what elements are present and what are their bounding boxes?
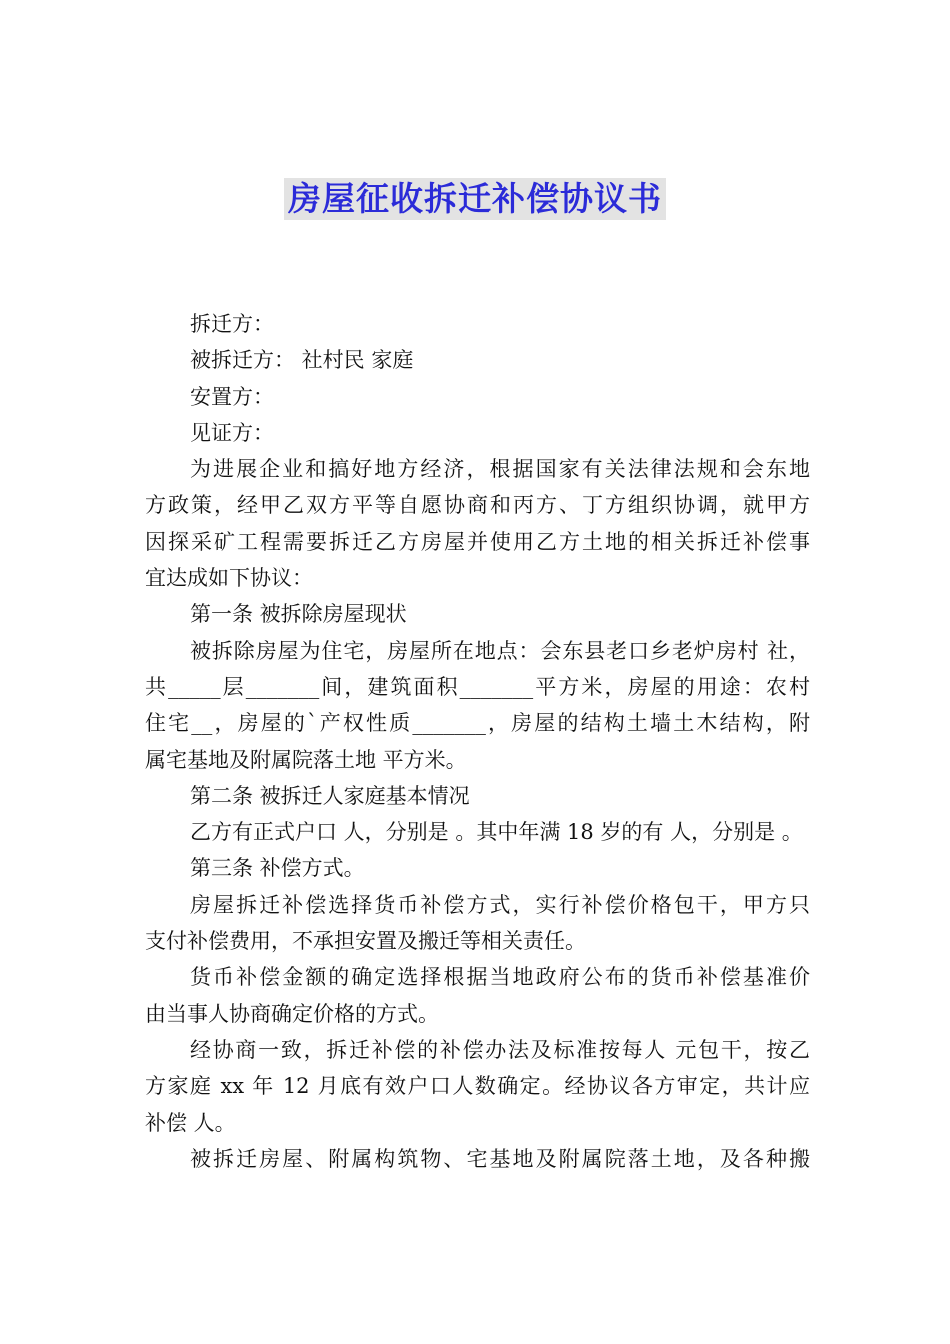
text-line: 共_____层_______间，建筑面积_______平方米，房屋的用途：农村 xyxy=(145,674,810,699)
text-line: 被拆迁房屋、附属构筑物、宅基地及附属院落土地，及各种搬 xyxy=(190,1146,810,1171)
text-line: 方政策，经甲乙双方平等自愿协商和丙方、丁方组织协调，就甲方 xyxy=(145,493,810,518)
text-line: 因探采矿工程需要拆迁乙方房屋并使用乙方土地的相关拆迁补偿事 xyxy=(145,529,810,554)
text-line: 房屋拆迁补偿选择货币补偿方式，实行补偿价格包干，甲方只 xyxy=(190,892,810,917)
text-line: 被拆除房屋为住宅，房屋所在地点：会东县老口乡老炉房村 社， xyxy=(190,638,810,663)
text-line: 宜达成如下协议： xyxy=(145,566,313,591)
text-line: 方家庭 xx 年 12 月底有效户口人数确定。经协议各方审定，共计应 xyxy=(145,1074,810,1099)
document-title: 房屋征收拆迁补偿协议书 xyxy=(284,178,666,220)
text-line: 安置方： xyxy=(190,384,274,409)
document-body xyxy=(145,306,810,1177)
text-line: 补偿 人。 xyxy=(145,1110,236,1135)
text-line: 拆迁方： xyxy=(190,312,274,336)
text-line: 经协商一致，拆迁补偿的补偿办法及标准按每人 元包干，按乙 xyxy=(190,1037,810,1062)
text-line: 为进展企业和搞好地方经济，根据国家有关法律法规和会东地 xyxy=(190,457,810,482)
text-line: 第二条 被拆迁人家庭基本情况 xyxy=(190,783,470,808)
text-line: 货币补偿金额的确定选择根据当地政府公布的货币补偿基准价 xyxy=(190,965,810,990)
text-line: 属宅基地及附属院落土地 平方米。 xyxy=(145,747,467,772)
text-line: 第三条 补偿方式。 xyxy=(190,856,365,881)
text-line: 由当事人协商确定价格的方式。 xyxy=(145,1001,439,1026)
text-line: 乙方有正式户口 人，分别是 。其中年满 18 岁的有 人，分别是 。 xyxy=(190,820,803,845)
text-line: 第一条 被拆除房屋现状 xyxy=(190,602,407,627)
text-line: 支付补偿费用，不承担安置及搬迁等相关责任。 xyxy=(145,929,586,954)
text-line: 住宅__，房屋的`产权性质_______，房屋的结构土墙土木结构，附 xyxy=(145,711,810,736)
text-line: 被拆迁方： 社村民 家庭 xyxy=(190,348,414,373)
text-line: 见证方： xyxy=(190,420,274,445)
title-container xyxy=(0,178,950,220)
